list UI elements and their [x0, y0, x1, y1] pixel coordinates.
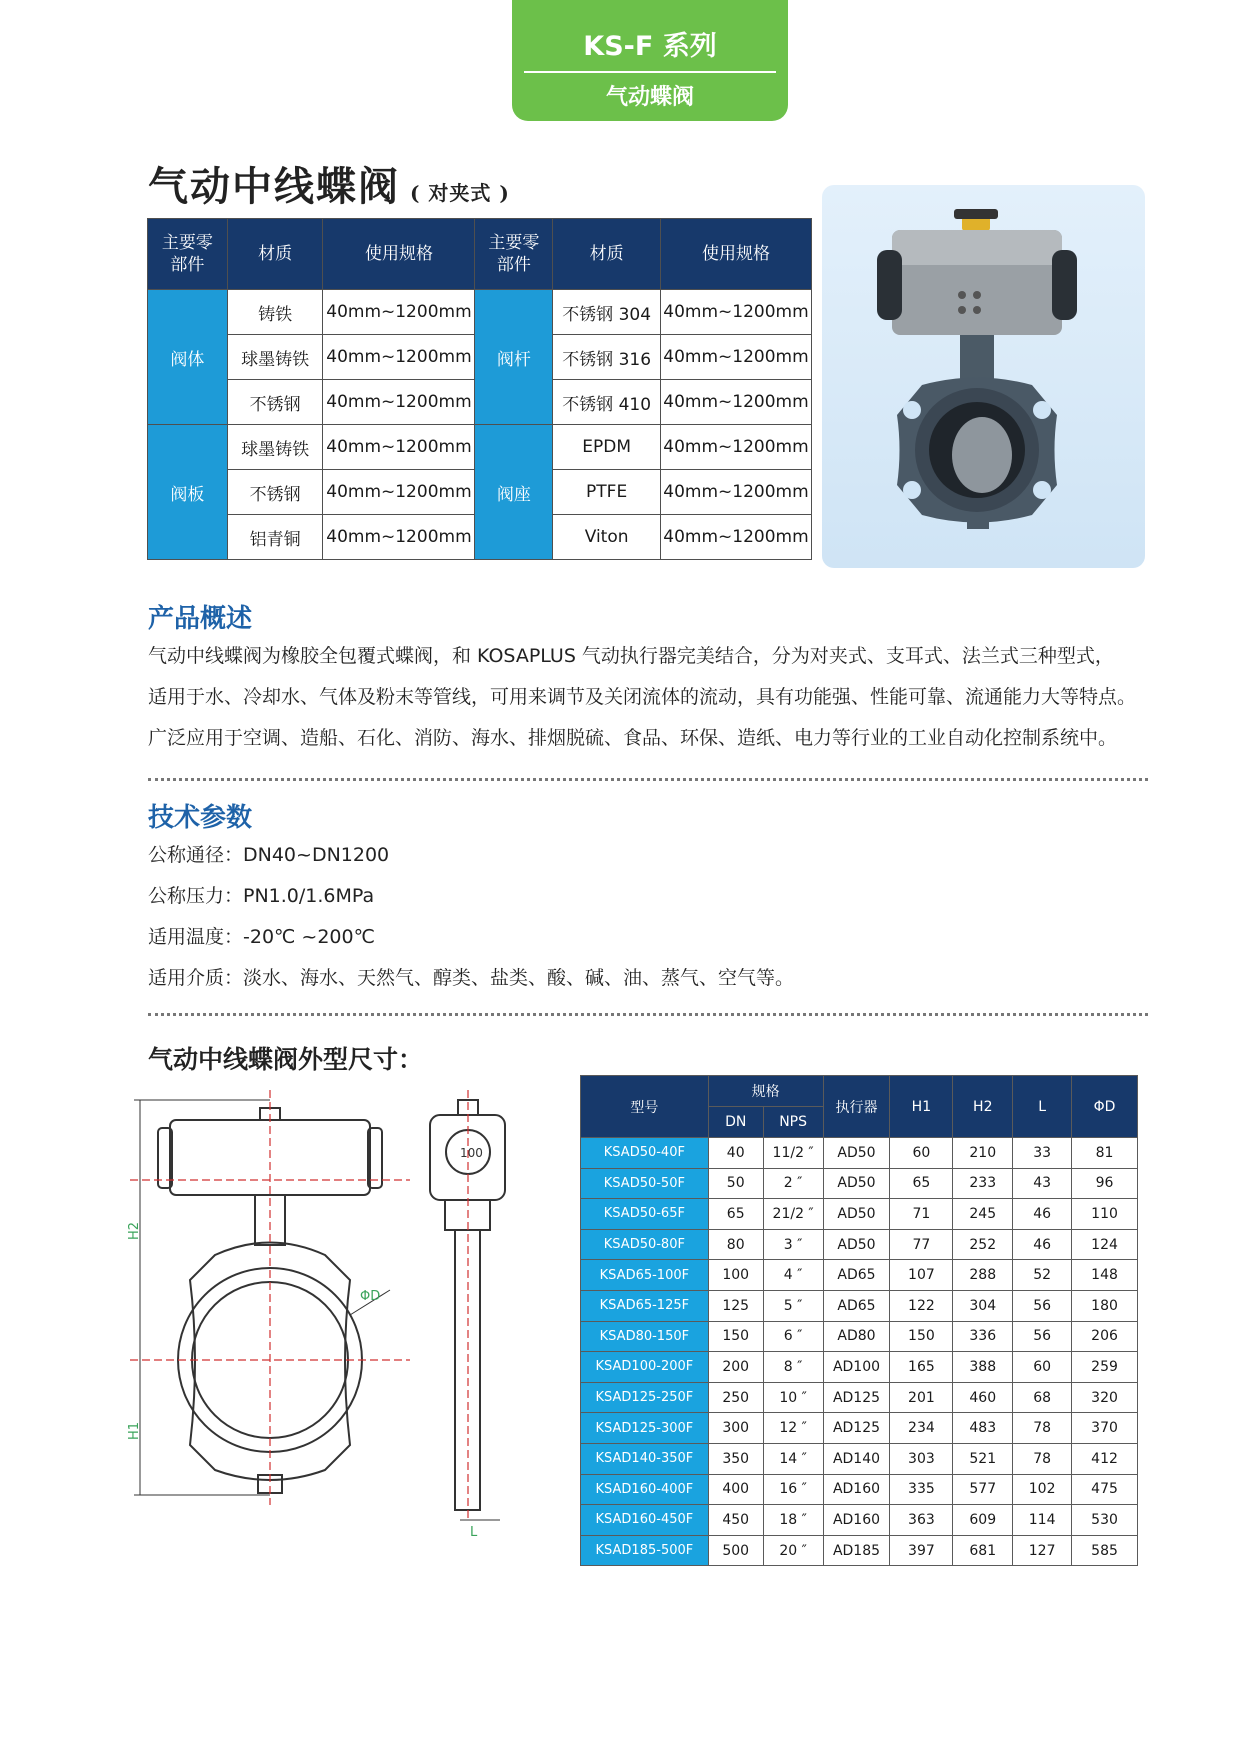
spec-cell: 40mm~1200mm: [660, 515, 811, 560]
model-cell: KSAD50-40F: [581, 1138, 709, 1169]
header-h2: H2: [953, 1076, 1013, 1138]
material-cell: 球墨铸铁: [227, 335, 323, 380]
model-cell: KSAD125-250F: [581, 1382, 709, 1413]
model-cell: KSAD140-350F: [581, 1443, 709, 1474]
nps-cell: 3 ″: [763, 1229, 823, 1260]
nps-cell: 4 ″: [763, 1260, 823, 1291]
overview-text: [148, 636, 1158, 759]
h1-cell: 397: [890, 1535, 953, 1566]
l-cell: 68: [1013, 1382, 1072, 1413]
table-row: [581, 1413, 1138, 1444]
model-cell: KSAD65-125F: [581, 1290, 709, 1321]
nps-cell: 21/2 ″: [763, 1199, 823, 1230]
h1-cell: 71: [890, 1199, 953, 1230]
h2-cell: 304: [953, 1290, 1013, 1321]
phid-cell: 124: [1072, 1229, 1138, 1260]
actuator-cell: AD80: [823, 1321, 890, 1352]
l-cell: 43: [1013, 1168, 1072, 1199]
spec-cell: 40mm~1200mm: [323, 515, 475, 560]
spec-cell: 40mm~1200mm: [660, 425, 811, 470]
actuator-cell: AD160: [823, 1505, 890, 1536]
material-table: [147, 218, 812, 560]
phid-cell: 370: [1072, 1413, 1138, 1444]
table-row: [581, 1352, 1138, 1383]
nps-cell: 5 ″: [763, 1290, 823, 1321]
model-cell: KSAD125-300F: [581, 1413, 709, 1444]
h2-cell: 521: [953, 1443, 1013, 1474]
header-spec: 使用规格: [323, 219, 475, 290]
material-cell: EPDM: [553, 425, 661, 470]
label-gauge: 100: [460, 1146, 483, 1160]
product-photo: [822, 185, 1145, 568]
h1-cell: 77: [890, 1229, 953, 1260]
phid-cell: 320: [1072, 1382, 1138, 1413]
actuator-cell: AD50: [823, 1138, 890, 1169]
h2-cell: 460: [953, 1382, 1013, 1413]
dn-cell: 100: [708, 1260, 763, 1291]
spec-cell: 40mm~1200mm: [660, 470, 811, 515]
dn-cell: 300: [708, 1413, 763, 1444]
series-title: KS-F 系列: [583, 31, 717, 62]
dimension-table: [580, 1075, 1138, 1566]
l-cell: 78: [1013, 1443, 1072, 1474]
h1-cell: 150: [890, 1321, 953, 1352]
h2-cell: 252: [953, 1229, 1013, 1260]
actuator-cell: AD50: [823, 1168, 890, 1199]
dn-cell: 40: [708, 1138, 763, 1169]
phid-cell: 259: [1072, 1352, 1138, 1383]
material-cell: 球墨铸铁: [227, 425, 323, 470]
model-cell: KSAD185-500F: [581, 1535, 709, 1566]
h2-cell: 288: [953, 1260, 1013, 1291]
h2-cell: 577: [953, 1474, 1013, 1505]
actuator-cell: AD50: [823, 1199, 890, 1230]
actuator-cell: AD185: [823, 1535, 890, 1566]
table-row: [581, 1260, 1138, 1291]
h2-cell: 609: [953, 1505, 1013, 1536]
phid-cell: 585: [1072, 1535, 1138, 1566]
dn-cell: 200: [708, 1352, 763, 1383]
dimension-table-header: [581, 1076, 1138, 1107]
nps-cell: 18 ″: [763, 1505, 823, 1536]
actuator-cell: AD65: [823, 1260, 890, 1291]
phid-cell: 475: [1072, 1474, 1138, 1505]
dotted-divider: [148, 1013, 1148, 1016]
phid-cell: 180: [1072, 1290, 1138, 1321]
model-cell: KSAD80-150F: [581, 1321, 709, 1352]
overview-line: 气动中线蝶阀为橡胶全包覆式蝶阀，和 KOSAPLUS 气动执行器完美结合，分为对夹式、支耳式、法兰式三种型式，: [148, 645, 1114, 667]
h2-cell: 681: [953, 1535, 1013, 1566]
model-cell: KSAD50-65F: [581, 1199, 709, 1230]
l-cell: 60: [1013, 1352, 1072, 1383]
series-tab: [512, 0, 788, 121]
dn-cell: 65: [708, 1199, 763, 1230]
l-cell: 78: [1013, 1413, 1072, 1444]
h2-cell: 233: [953, 1168, 1013, 1199]
dn-cell: 150: [708, 1321, 763, 1352]
dn-cell: 80: [708, 1229, 763, 1260]
actuator-cell: AD140: [823, 1443, 890, 1474]
table-row: [581, 1382, 1138, 1413]
h2-cell: 210: [953, 1138, 1013, 1169]
material-cell: Viton: [553, 515, 661, 560]
dn-cell: 400: [708, 1474, 763, 1505]
param-diameter: 公称通径：DN40~DN1200: [148, 844, 390, 866]
overview-heading: 产品概述: [148, 604, 253, 634]
model-cell: KSAD65-100F: [581, 1260, 709, 1291]
h1-cell: 122: [890, 1290, 953, 1321]
spec-cell: 40mm~1200mm: [660, 380, 811, 425]
header-model: 型号: [581, 1076, 709, 1138]
spec-cell: 40mm~1200mm: [323, 335, 475, 380]
l-cell: 52: [1013, 1260, 1072, 1291]
label-phid: ΦD: [360, 1289, 381, 1304]
page-title-sub: ( 对夹式 ): [410, 181, 510, 205]
actuator-cell: AD125: [823, 1413, 890, 1444]
l-cell: 127: [1013, 1535, 1072, 1566]
header-l: L: [1013, 1076, 1072, 1138]
tab-divider: [524, 71, 776, 73]
model-cell: KSAD50-50F: [581, 1168, 709, 1199]
table-row: [581, 1474, 1138, 1505]
nps-cell: 12 ″: [763, 1413, 823, 1444]
phid-cell: 81: [1072, 1138, 1138, 1169]
header-part: 主要零部件: [148, 219, 228, 290]
model-cell: KSAD50-80F: [581, 1229, 709, 1260]
material-cell: 不锈钢 304: [553, 290, 661, 335]
material-cell: 不锈钢 316: [553, 335, 661, 380]
model-cell: KSAD100-200F: [581, 1352, 709, 1383]
material-cell: 不锈钢: [227, 470, 323, 515]
l-cell: 56: [1013, 1290, 1072, 1321]
l-cell: 46: [1013, 1229, 1072, 1260]
spec-cell: 40mm~1200mm: [323, 470, 475, 515]
header-material: 材质: [227, 219, 323, 290]
l-cell: 33: [1013, 1138, 1072, 1169]
header-phid: ΦD: [1072, 1076, 1138, 1138]
table-row: [581, 1505, 1138, 1536]
dn-cell: 450: [708, 1505, 763, 1536]
label-h1: H1: [127, 1421, 142, 1440]
spec-cell: 40mm~1200mm: [323, 290, 475, 335]
dn-cell: 350: [708, 1443, 763, 1474]
table-row: [148, 290, 812, 335]
header-nps: NPS: [763, 1107, 823, 1138]
label-l: L: [470, 1525, 478, 1540]
overview-line: 广泛应用于空调、造船、石化、消防、海水、排烟脱硫、食品、环保、造纸、电力等行业的工业自动化控制系统中。: [148, 727, 1118, 749]
h1-cell: 363: [890, 1505, 953, 1536]
param-pressure: 公称压力：PN1.0/1.6MPa: [148, 885, 375, 907]
series-subtitle: 气动蝶阀: [605, 85, 694, 110]
actuator-cell: AD125: [823, 1382, 890, 1413]
l-cell: 56: [1013, 1321, 1072, 1352]
h1-cell: 303: [890, 1443, 953, 1474]
group-cell: 阀杆: [475, 290, 553, 425]
model-cell: KSAD160-450F: [581, 1505, 709, 1536]
h1-cell: 60: [890, 1138, 953, 1169]
header-spec: 规格: [708, 1076, 823, 1107]
h2-cell: 245: [953, 1199, 1013, 1230]
nps-cell: 14 ″: [763, 1443, 823, 1474]
h1-cell: 65: [890, 1168, 953, 1199]
page-title: [148, 155, 510, 212]
butterfly-valve-image: [822, 185, 1145, 568]
nps-cell: 8 ″: [763, 1352, 823, 1383]
nps-cell: 16 ″: [763, 1474, 823, 1505]
h1-cell: 107: [890, 1260, 953, 1291]
material-cell: 不锈钢: [227, 380, 323, 425]
group-cell: 阀座: [475, 425, 553, 560]
table-row: [581, 1321, 1138, 1352]
page-title-main: 气动中线蝶阀: [148, 163, 400, 210]
header-actuator: 执行器: [823, 1076, 890, 1138]
nps-cell: 20 ″: [763, 1535, 823, 1566]
table-row: [148, 425, 812, 470]
header-spec-2: 使用规格: [660, 219, 811, 290]
h2-cell: 483: [953, 1413, 1013, 1444]
phid-cell: 148: [1072, 1260, 1138, 1291]
dimension-drawing: [120, 1080, 560, 1550]
h1-cell: 201: [890, 1382, 953, 1413]
table-row: [581, 1199, 1138, 1230]
table-row: [581, 1168, 1138, 1199]
header-part-2: 主要零部件: [475, 219, 553, 290]
actuator-cell: AD65: [823, 1290, 890, 1321]
h1-cell: 165: [890, 1352, 953, 1383]
table-row: [581, 1535, 1138, 1566]
model-cell: KSAD160-400F: [581, 1474, 709, 1505]
nps-cell: 6 ″: [763, 1321, 823, 1352]
header-material-2: 材质: [553, 219, 661, 290]
spec-cell: 40mm~1200mm: [323, 380, 475, 425]
nps-cell: 11/2 ″: [763, 1138, 823, 1169]
material-table-header: [148, 219, 812, 290]
table-row: [581, 1138, 1138, 1169]
dn-cell: 250: [708, 1382, 763, 1413]
phid-cell: 530: [1072, 1505, 1138, 1536]
l-cell: 114: [1013, 1505, 1072, 1536]
tech-heading: 技术参数: [148, 803, 253, 833]
dotted-divider: [148, 778, 1148, 781]
spec-cell: 40mm~1200mm: [660, 290, 811, 335]
label-h2: H2: [127, 1221, 142, 1240]
actuator-cell: AD100: [823, 1352, 890, 1383]
group-cell: 阀体: [148, 290, 228, 425]
dn-cell: 500: [708, 1535, 763, 1566]
phid-cell: 206: [1072, 1321, 1138, 1352]
overview-line: 适用于水、冷却水、气体及粉末等管线，可用来调节及关闭流体的流动，具有功能强、性能可靠、流通能力大等特点。: [148, 686, 1137, 708]
nps-cell: 2 ″: [763, 1168, 823, 1199]
header-dn: DN: [708, 1107, 763, 1138]
phid-cell: 96: [1072, 1168, 1138, 1199]
dn-cell: 125: [708, 1290, 763, 1321]
phid-cell: 110: [1072, 1199, 1138, 1230]
table-row: [581, 1290, 1138, 1321]
material-cell: 铸铁: [227, 290, 323, 335]
nps-cell: 10 ″: [763, 1382, 823, 1413]
spec-cell: 40mm~1200mm: [660, 335, 811, 380]
actuator-cell: AD160: [823, 1474, 890, 1505]
header-h1: H1: [890, 1076, 953, 1138]
table-row: [581, 1229, 1138, 1260]
l-cell: 102: [1013, 1474, 1072, 1505]
material-cell: 不锈钢 410: [553, 380, 661, 425]
phid-cell: 412: [1072, 1443, 1138, 1474]
h1-cell: 234: [890, 1413, 953, 1444]
spec-cell: 40mm~1200mm: [323, 425, 475, 470]
h2-cell: 388: [953, 1352, 1013, 1383]
param-temperature: 适用温度：-20℃ ~200℃: [148, 926, 375, 948]
h1-cell: 335: [890, 1474, 953, 1505]
material-cell: 铝青铜: [227, 515, 323, 560]
dn-cell: 50: [708, 1168, 763, 1199]
dimension-heading: 气动中线蝶阀外型尺寸：: [148, 1045, 424, 1074]
table-row: [581, 1443, 1138, 1474]
param-media: 适用介质：淡水、海水、天然气、醇类、盐类、酸、碱、油、蒸气、空气等。: [148, 967, 795, 989]
actuator-cell: AD50: [823, 1229, 890, 1260]
material-cell: PTFE: [553, 470, 661, 515]
l-cell: 46: [1013, 1199, 1072, 1230]
h2-cell: 336: [953, 1321, 1013, 1352]
group-cell: 阀板: [148, 425, 228, 560]
